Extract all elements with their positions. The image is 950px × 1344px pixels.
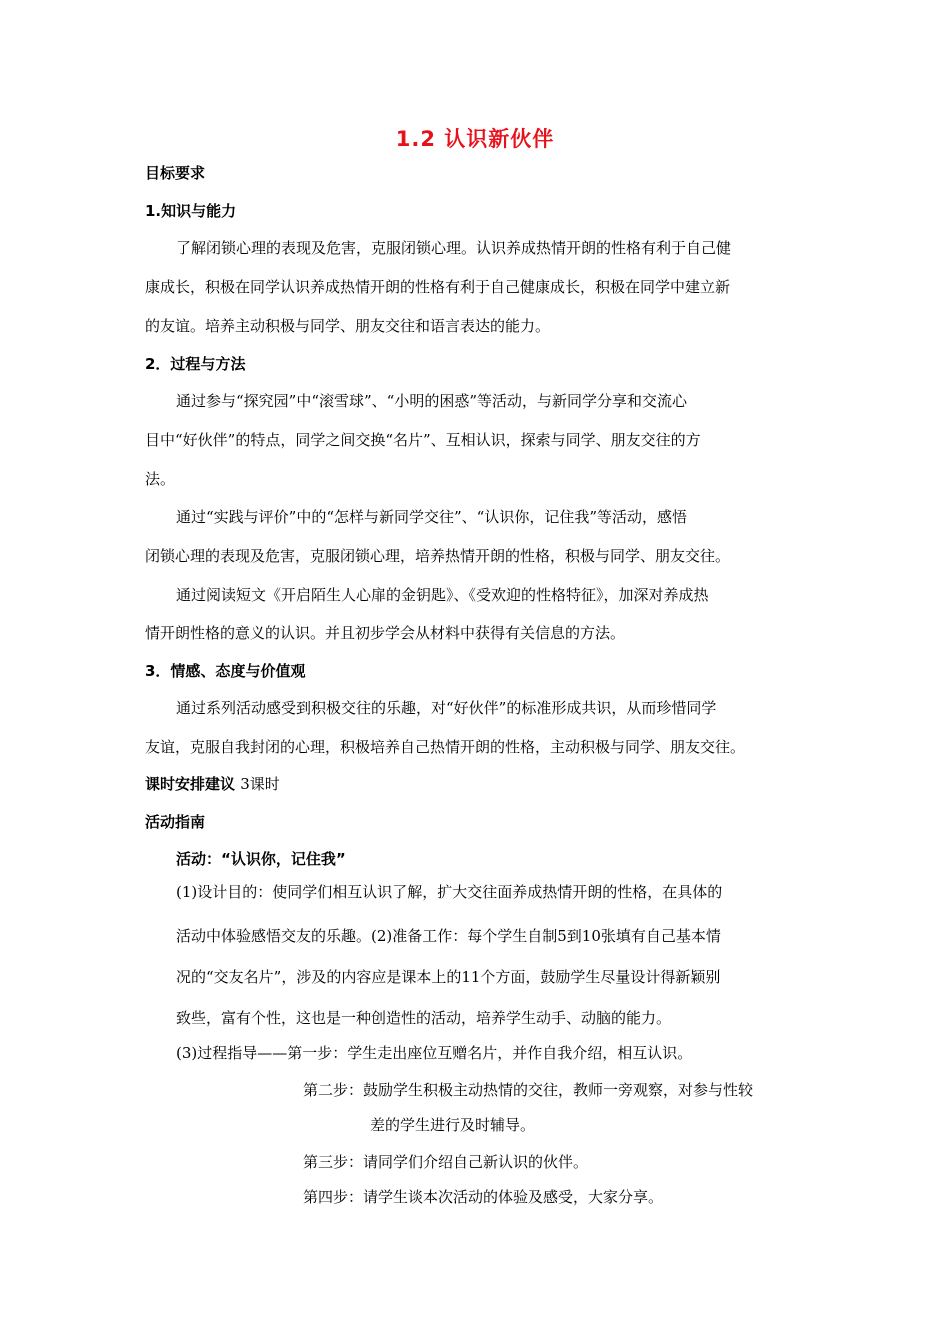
knowledge-heading: 1.知识与能力: [145, 202, 237, 220]
step-line: 第三步：请同学们介绍自己新认识的伙伴。: [303, 1153, 589, 1171]
step-line: 第二步：鼓励学生积极主动热情的交往，教师一旁观察，对参与性较: [303, 1081, 754, 1099]
knowledge-line: 了解闭锁心理的表现及危害，克服闭锁心理。认识养成热情开朗的性格有利于自己健: [176, 239, 732, 257]
process-line: 目中“好伙伴”的特点，同学之间交换“名片”、互相认识，探索与同学、朋友交往的方: [145, 431, 701, 449]
process-line: 通过参与“探究园”中“滚雪球”、“小明的困惑”等活动，与新同学分享和交流心: [176, 392, 688, 410]
schedule-value: 3课时: [240, 775, 280, 793]
goals-heading: 目标要求: [145, 164, 206, 182]
process-line: 通过阅读短文《开启陌生人心扉的金钥匙》、《受欢迎的性格特征》，加深对养成热: [176, 586, 709, 604]
schedule-label: 课时安排建议: [145, 775, 236, 793]
emotion-heading: 3．情感、态度与价值观: [145, 662, 306, 680]
activity-title: 活动：“认识你，记住我”: [176, 850, 346, 868]
step-line: 差的学生进行及时辅导。: [370, 1116, 536, 1134]
knowledge-line: 康成长，积极在同学认识养成热情开朗的性格有利于自己健康成长，积极在同学中建立新: [145, 278, 731, 296]
process-line: 闭锁心理的表现及危害，克服闭锁心理，培养热情开朗的性格，积极与同学、朋友交往。: [145, 547, 731, 565]
activity-line: 况的“交友名片”，涉及的内容应是课本上的11个方面，鼓励学生尽量设计得新颖别: [176, 968, 721, 986]
schedule-heading: [145, 774, 280, 794]
activity-line: (3)过程指导——第一步：学生走出座位互赠名片，并作自我介绍，相互认识。: [176, 1044, 693, 1062]
activity-line: 活动中体验感悟交友的乐趣。(2)准备工作：每个学生自制5到10张填有自己基本情: [176, 927, 721, 945]
process-heading: 2．过程与方法: [145, 355, 246, 373]
activity-line: 致些，富有个性，这也是一种创造性的活动，培养学生动手、动脑的能力。: [176, 1009, 672, 1027]
process-line: 情开朗性格的意义的认识。并且初步学会从材料中获得有关信息的方法。: [145, 624, 626, 642]
emotion-line: 友谊，克服自我封闭的心理，积极培养自己热情开朗的性格，主动积极与同学、朋友交往。: [145, 738, 746, 756]
activity-heading: 活动指南: [145, 813, 206, 831]
process-line: 通过“实践与评价”中的“怎样与新同学交往”、“认识你，记住我”等活动，感悟: [176, 508, 688, 526]
knowledge-line: 的友谊。培养主动积极与同学、朋友交往和语言表达的能力。: [145, 317, 551, 335]
emotion-line: 通过系列活动感受到积极交往的乐趣，对“好伙伴”的标准形成共识，从而珍惜同学: [176, 699, 717, 717]
page-title: 1.2 认识新伙伴: [395, 127, 555, 151]
step-line: 第四步：请学生谈本次活动的体验及感受，大家分享。: [303, 1188, 664, 1206]
activity-line: (1)设计目的：使同学们相互认识了解，扩大交往面养成热情开朗的性格，在具体的: [176, 883, 723, 901]
process-line: 法。: [145, 470, 176, 488]
